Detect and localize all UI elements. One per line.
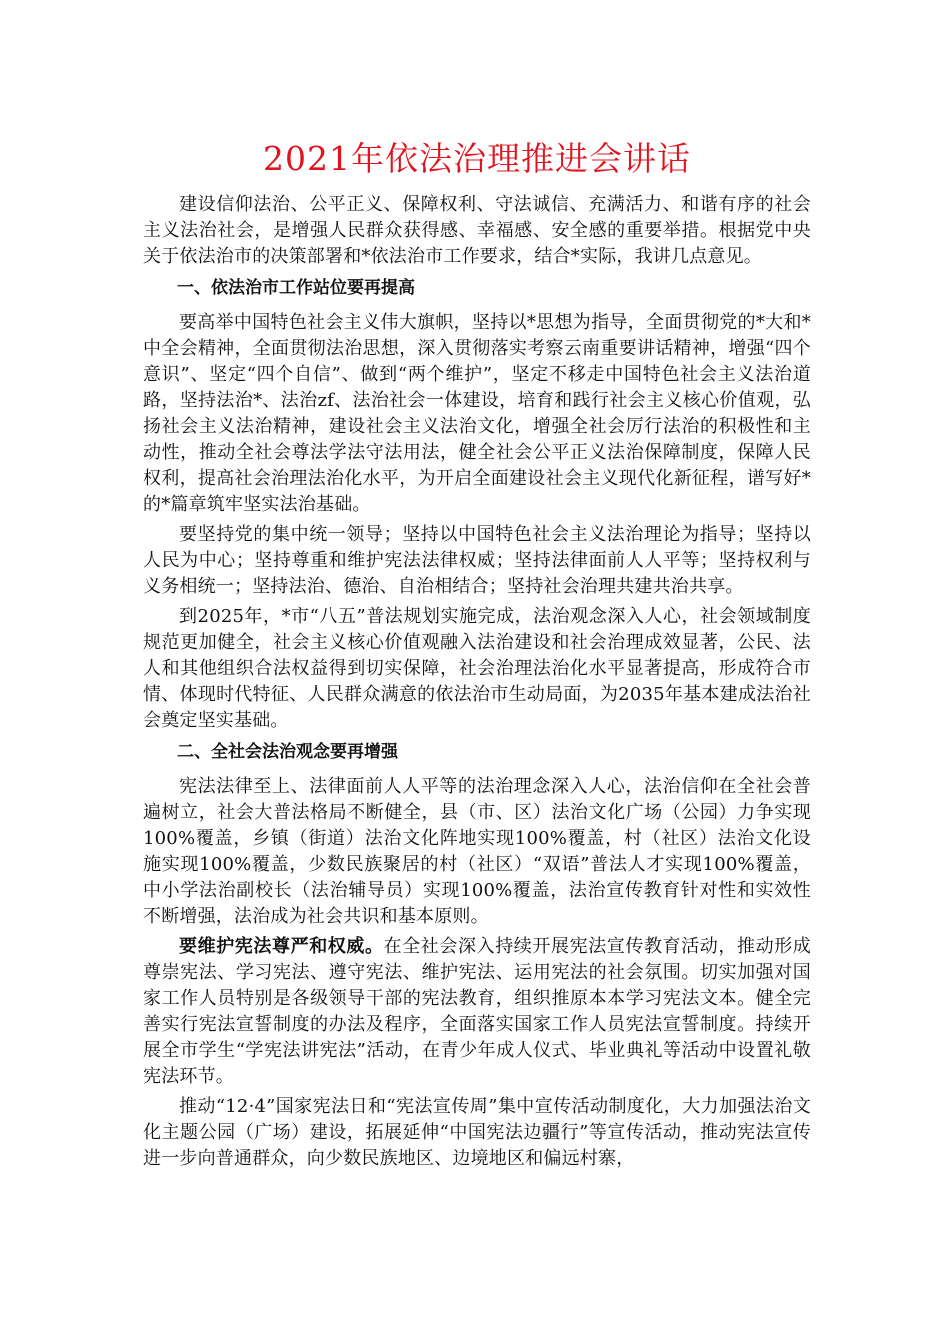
section-heading-2: 二、全社会法治观念要再增强 <box>177 742 398 762</box>
document-body <box>143 138 811 1176</box>
section-1-paragraph-3: 到2025年，*市“八五”普法规划实施完成，法治观念深入人心，社会领域制度规范更加健全，社会主义核心价值观融入法治建设和社会治理成效显著，公民、法人和其他组织合法权益得到切实保障，社会治理法治化水平显著提高，形成符合市情、体现时代特征、人民群众满意的依法治市生动局面，为2035年基本建成法治社会奠定坚实基础。 <box>143 606 811 731</box>
section-2-closing-paragraph: 推动“12·4”国家宪法日和“宪法宣传周”集中宣传活动制度化，大力加强法治文化主题公园（广场）建设，拓展延伸“中国宪法边疆行”等宣传活动，推动宪法宣传进一步向普通群众，向少数民族地区、边境地区和偏远村寨， <box>143 1096 811 1169</box>
section-2-lead-paragraph <box>143 934 811 1090</box>
lead-paragraph-text: 在全社会深入持续开展宪法宣传教育活动，推动形成尊崇宪法、学习宪法、遵守宪法、维护宪法、运用宪法的社会氛围。切实加强对国家工作人员特别是各级领导干部的宪法教育，组织推原本本学习宪法文本。健全完善实行宪法宣誓制度的办法及程序，全面落实国家工作人员宪法宣誓制度。持续开展全市学生“学宪法讲宪法”活动，在青少年成人仪式、毕业典礼等活动中设置礼敬宪法环节。 <box>143 936 811 1087</box>
lead-sentence: 要维护宪法尊严和权威。 <box>179 936 384 957</box>
section-1-paragraph-2: 要坚持党的集中统一领导；坚持以中国特色社会主义法治理论为指导；坚持以人民为中心；坚持尊重和维护宪法法律权威；坚持法律面前人人平等；坚持权利与义务相统一；坚持法治、德治、自治相结合；坚持社会治理共建共治共享。 <box>143 524 811 597</box>
section-2-paragraph-1: 宪法法律至上、法律面前人人平等的法治理念深入人心，法治信仰在全社会普遍树立，社会大普法格局不断健全，县（市、区）法治文化广场（公园）力争实现100%覆盖，乡镇（街道）法治文化阵地实现100%覆盖，村（社区）法治文化设施实现100%覆盖，少数民族聚居的村（社区）“双语”普法人才实现100%覆盖，中小学法治副校长（法治辅导员）实现100%覆盖，法治宣传教育针对性和实效性不断增强，法治成为社会共识和基本原则。 <box>143 776 811 927</box>
document-title: 2021年依法治理推进会讲话 <box>263 139 691 178</box>
section-heading-1: 一、依法治市工作站位要再提高 <box>177 278 415 298</box>
intro-paragraph: 建设信仰法治、公平正义、保障权利、守法诚信、充满活力、和谐有序的社会主义法治社会，是增强人民群众获得感、幸福感、安全感的重要举措。根据党中央关于依法治市的决策部署和*依法治市工作要求，结合*实际，我讲几点意见。 <box>143 194 811 267</box>
section-1-paragraph-1: 要高举中国特色社会主义伟大旗帜，坚持以*思想为指导，全面贯彻党的*大和*中全会精神，全面贯彻法治思想，深入贯彻落实考察云南重要讲话精神，增强“四个意识”、坚定“四个自信”、做到“两个维护”，坚定不移走中国特色社会主义法治道路，坚持法治*、法治zf、法治社会一体建设，培育和践行社会主义核心价值观，弘扬社会主义法治精神，建设社会主义法治文化，增强全社会厉行法治的积极性和主动性，推动全社会尊法学法守法用法，健全社会公平正义法治保障制度，保障人民权利，提高社会治理法治化水平，为开启全面建设社会主义现代化新征程，谱写好*的*篇章筑牢坚实法治基础。 <box>143 312 811 515</box>
